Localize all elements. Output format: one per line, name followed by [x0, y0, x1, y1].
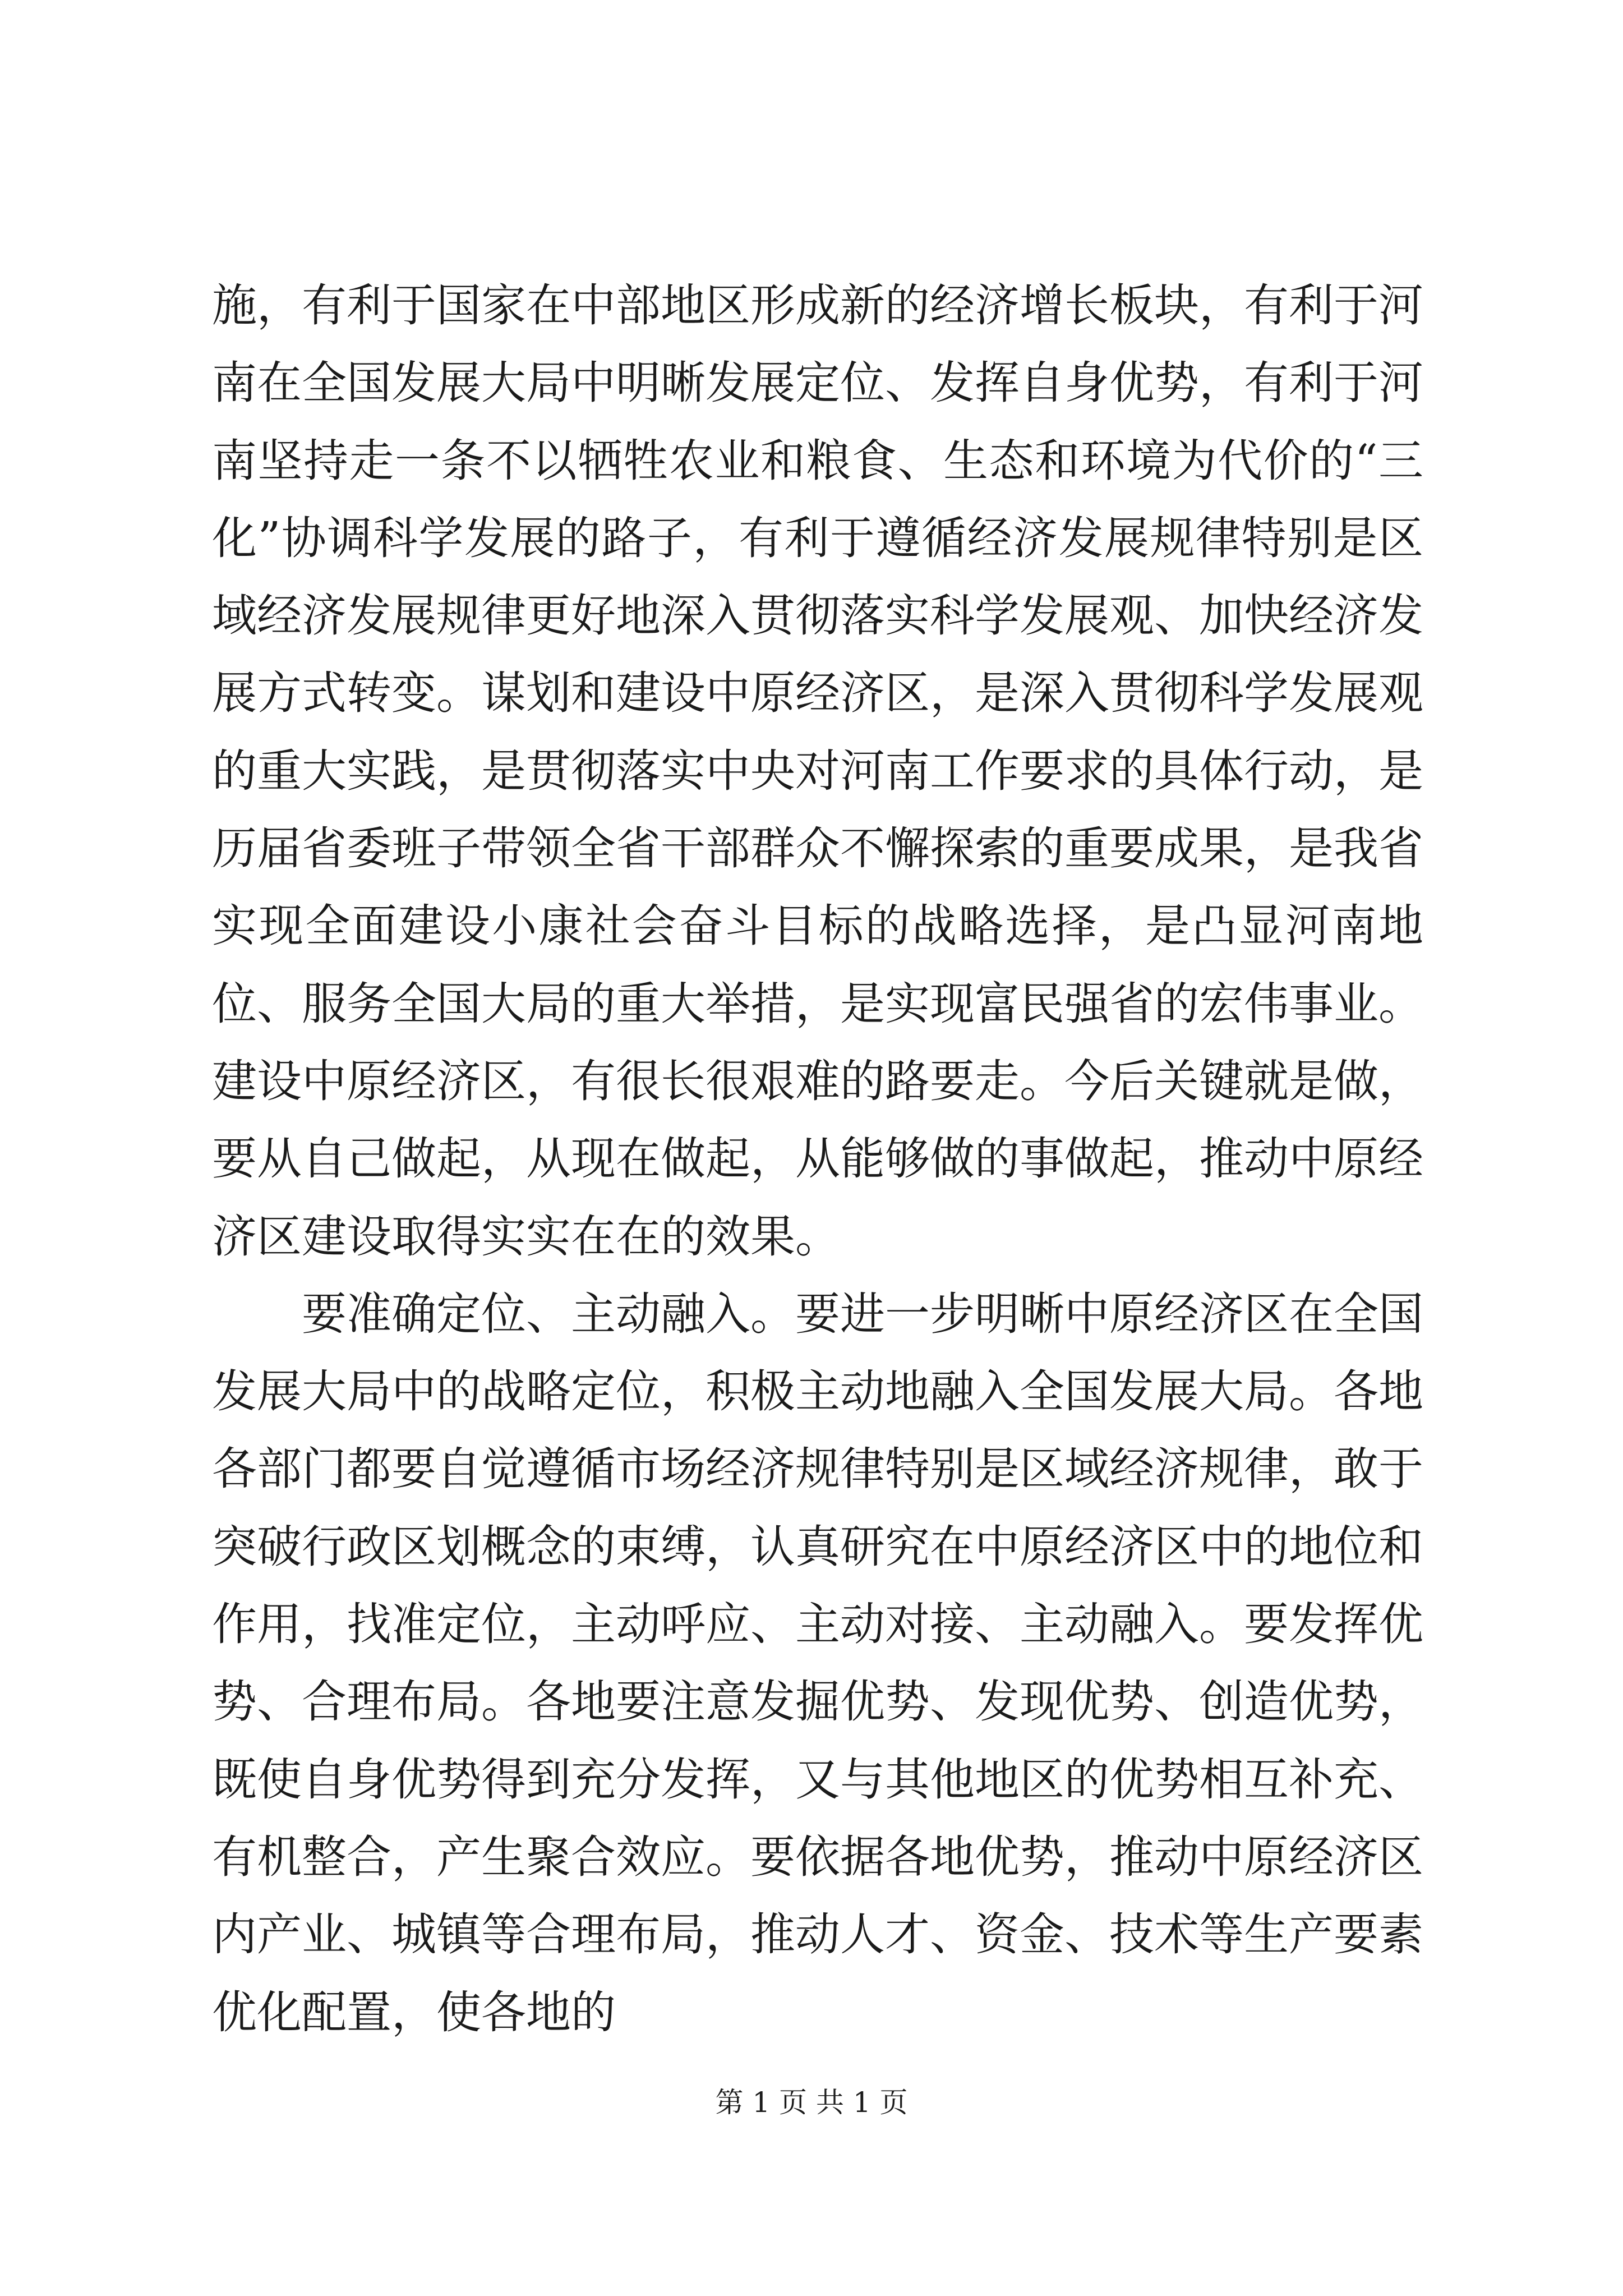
paragraph-1: 施，有利于国家在中部地区形成新的经济增长板块，有利于河南在全国发展大局中明晰发展定位、发挥自身优势，有利于河南坚持走一条不以牺牲农业和粮食、生态和环境为代价的“三化”协调科学发展的路子，有利于遵循经济发展规律特别是区域经济发展规律更好地深入贯彻落实科学发展观、加快经济发展方式转变。谋划和建设中原经济区，是深入贯彻科学发展观的重大实践，是贯彻落实中央对河南工作要求的具体行动，是历届省委班子带领全省干部群众不懈探索的重要成果，是我省实现全面建设小康社会奋斗目标的战略选择，是凸显河南地位、服务全国大局的重大举措，是实现富民强省的宏伟事业。建设中原经济区，有很长很艰难的路要走。今后关键就是做，要从自己做起，从现在做起，从能够做的事做起，推动中原经济区建设取得实实在在的效果。	[212, 279, 1423, 1263]
paragraph-2: 要准确定位、主动融入。要进一步明晰中原经济区在全国发展大局中的战略定位，积极主动地融入全国发展大局。各地各部门都要自觉遵循市场经济规律特别是区域经济规律，敢于突破行政区划概念的束缚，认真研究在中原经济区中的地位和作用，找准定位，主动呼应、主动对接、主动融入。要发挥优势、合理布局。各地要注意发掘优势、发现优势、创造优势，既使自身优势得到充分发挥，又与其他地区的优势相互补充、有机整合，产生聚合效应。要依据各地优势，推动中原经济区内产业、城镇等合理布局，推动人才、资金、技术等生产要素优化配置，使各地的	[212, 1287, 1423, 2039]
document-body	[212, 267, 1423, 2051]
page-footer: 第 1 页 共 1 页	[715, 2086, 908, 2119]
